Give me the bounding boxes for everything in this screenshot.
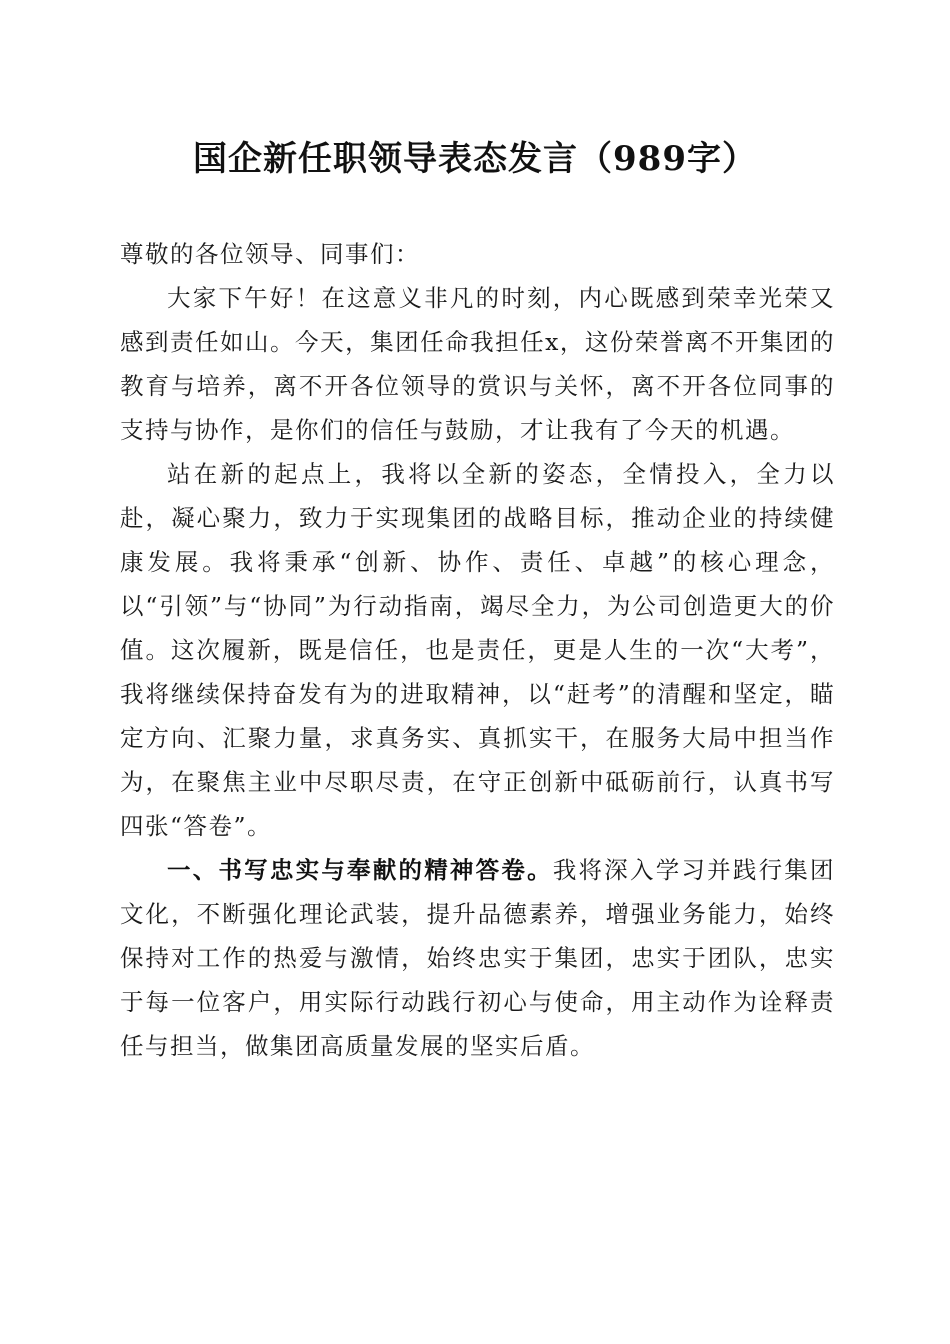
paragraph-text: 站在新的起点上，我将以全新的姿态，全情投入，全力以赴，凝心聚力，致力于实现集团的战略目标，推动企业的持续健康发展。我将秉承“创新、协作、责任、卓越”的核心理念，以“引领”与“协同”为行动指南，竭尽全力，为公司创造更大的价值。这次履新，既是信任，也是责任，更是人生的一次“大考”，我将继续保持奋发有为的进取精神，以“赶考”的清醒和坚定，瞄定方向、汇聚力量，求真务实、真抓实干，在服务大局中担当作为，在聚焦主业中尽职尽责，在守正创新中砥砺前行，认真书写四张“答卷”。 <box>120 460 835 840</box>
paragraph-text: 大家下午好！在这意义非凡的时刻，内心既感到荣幸光荣又感到责任如山。今天，集团任命我担任x，这份荣誉离不开集团的教育与培养，离不开各位领导的赏识与关怀，离不开各位同事的支持与协作，是你们的信任与鼓励，才让我有了今天的机遇。 <box>120 284 835 444</box>
salutation: 尊敬的各位领导、同事们： <box>120 240 420 268</box>
paragraph-text: 我将深入学习并践行集团文化，不断强化理论武装，提升品德素养，增强业务能力，始终保持对工作的热爱与激情，始终忠实于集团，忠实于团队，忠实于每一位客户，用实际行动践行初心与使命，用主动作为诠释责任与担当，做集团高质量发展的坚实后盾。 <box>120 856 836 1060</box>
section-heading: 一、书写忠实与奉献的精神答卷。 <box>167 856 553 884</box>
paragraph-greeting <box>120 276 835 452</box>
paragraph-commitment <box>120 452 835 848</box>
paragraph-answer-one <box>120 848 835 1068</box>
document-body <box>120 232 835 1068</box>
document-title: 国企新任职领导表态发言（989字） <box>193 139 757 179</box>
